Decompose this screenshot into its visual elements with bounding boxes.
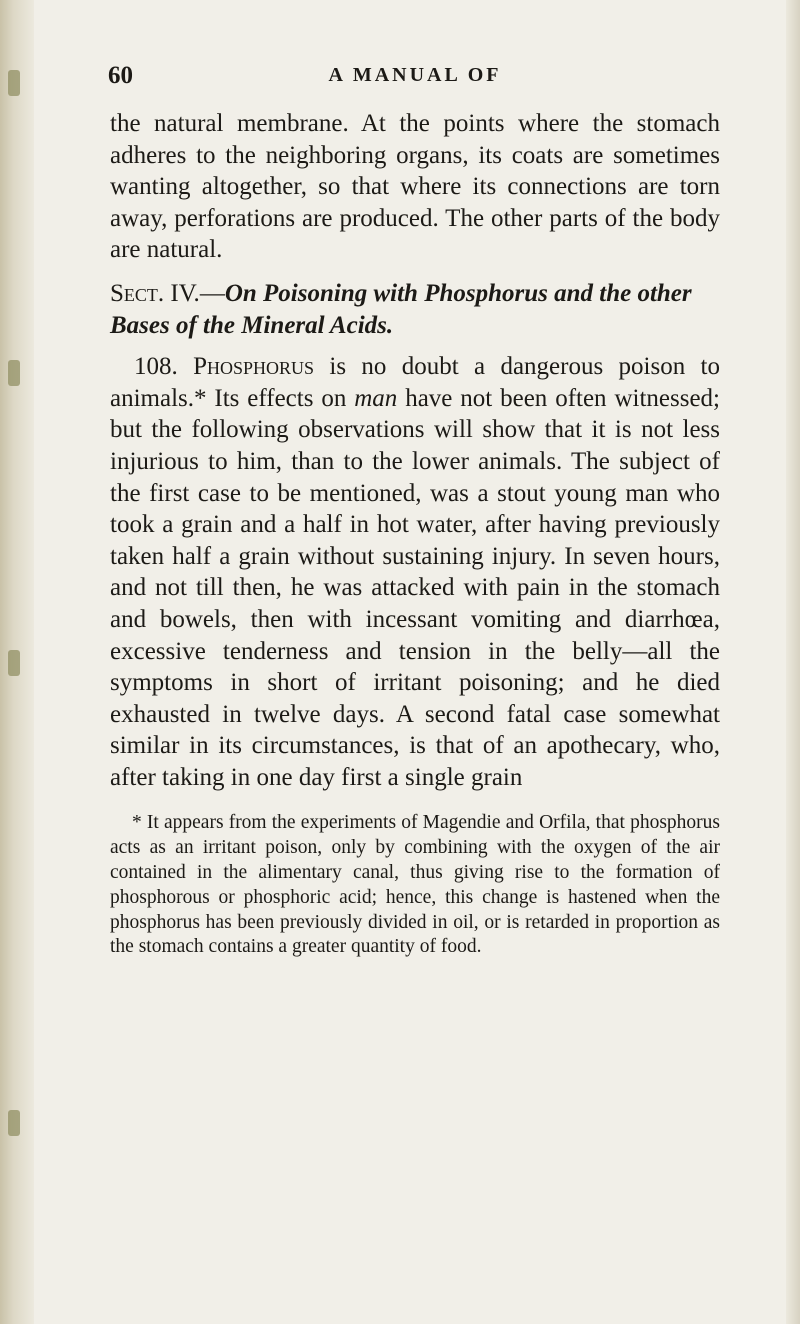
section-heading — [110, 278, 720, 341]
page-right-edge — [786, 0, 800, 1324]
binding-stain — [8, 1110, 20, 1136]
footnote: * It appears from the experiments of Magendie and Orfila, that phosphorus acts as an irritant poison, only by combining with the oxygen of the air contained in the alimentary canal, thus giving rise to the formation of phosphorous or phosphoric acid; hence, this change is hastened when the phosphorus has been previously divided in oil, or is retarded in proportion as the stomach contains a greater quantity of food. — [110, 812, 720, 958]
binding-stain — [8, 650, 20, 676]
page-number: 60 — [108, 62, 133, 89]
running-head — [110, 62, 720, 98]
book-page — [110, 62, 720, 960]
binding-stain — [8, 70, 20, 96]
section-dash: — — [199, 279, 225, 307]
book-binding-edge — [0, 0, 34, 1324]
paragraph-108 — [110, 351, 720, 793]
paragraph-lead-word: Phosphorus — [193, 353, 315, 381]
binding-stain — [8, 360, 20, 386]
section-title: On Poisoning with Phosphorus and the other Bases of the Mineral Acids. — [110, 279, 692, 339]
paragraph-emphasis: man — [354, 384, 398, 412]
paragraph-text-2: have not been often witnessed; but the following observations will show that it is not less injurious to him, than to the lower animals. The subject of the first case to be mentioned, was a stout young man who took a grain and a half in hot water, after having previously taken half a grain without sustaining injury. In seven hours, and not till then, he was attacked with pain in the stomach and bowels, then with incessant vomiting and diarrhœa, excessive tenderness and tension in the belly—all the symptoms in short of irritant poisoning; and he died exhausted in twelve days. A second fatal case somewhat similar in its circumstances, is that of an apothecary, who, after taking in one day first a single grain — [110, 384, 720, 791]
section-label: Sect. IV. — [110, 279, 200, 307]
paragraph-text-1: is no doubt a dangerous poison to animals.* Its effects on — [110, 353, 720, 412]
running-title: A MANUAL OF — [328, 64, 502, 86]
continuation-paragraph: the natural membrane. At the points where the stomach adheres to the neighboring organs, its coats are sometimes wanting altogether, so that where its connections are torn away, perforations are produced. The other parts of the body are natural. — [110, 110, 720, 264]
paragraph-number: 108. — [134, 353, 178, 381]
